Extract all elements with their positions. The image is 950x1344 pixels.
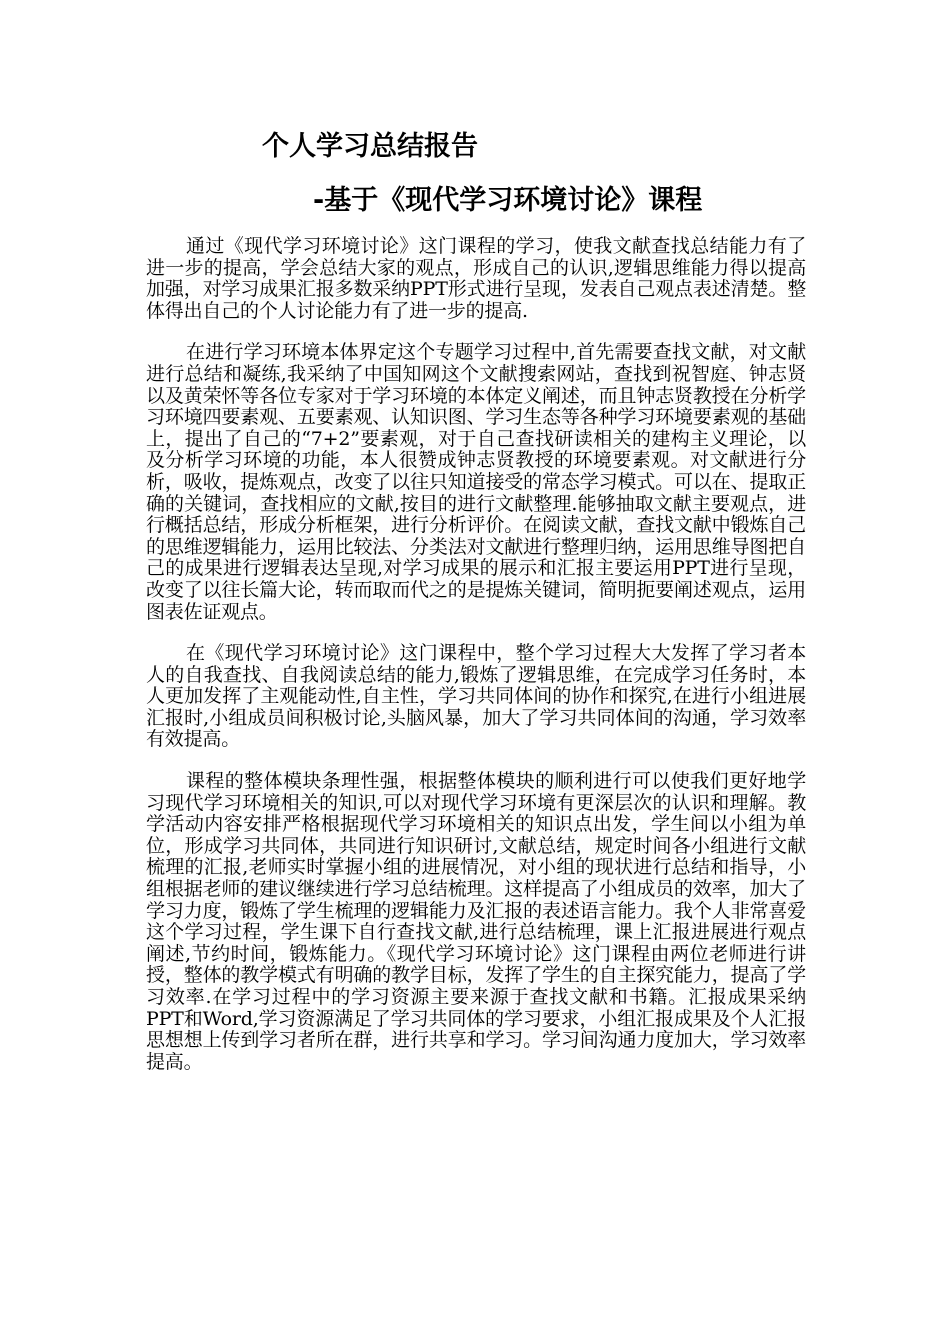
paragraph-course-evaluation: 课程的整体模块条理性强，根据整体模块的顺利进行可以使我们更好地学习现代学习环境相关的知识,可以对现代学习环境有更深层次的认识和理解。教学活动内容安排严格根据现代学习环境相关的知识点出发，学生间以小组为单位，形成学习共同体，共同进行知识研讨,文献总结，规定时间各小组进行文献梳理的汇报,老师实时掌握小组的进展情况，对小组的现状进行总结和指导，小组根据老师的建议继续进行学习总结梳理。这样提高了小组成员的效率，加大了学习力度，锻炼了学生梳理的逻辑能力及汇报的表述语言能力。我个人非常喜爱这个学习过程，学生课下自行查找文献,进行总结梳理，课上汇报进展进行观点阐述,节约时间，锻炼能力。《现代学习环境讨论》这门课程由两位老师进行讲授，整体的教学模式有明确的教学目标，发挥了学生的自主探究能力，提高了学习效率.在学习过程中的学习资源主要来源于查找文献和书籍。汇报成果采纳PPT和Word,学习资源满足了学习共同体的学习要求，小组汇报成果及个人汇报思想想上传到学习者所在群，进行共享和学习。学习间沟通力度加大，学习效率提高。 — [146, 770, 806, 1073]
document-body — [146, 236, 806, 1093]
document-title: 个人学习总结报告 — [262, 131, 478, 162]
paragraph-learning-process: 在《现代学习环境讨论》这门课程中，整个学习过程大大发挥了学习者本人的自我查找、自我阅读总结的能力,锻炼了逻辑思维，在完成学习任务时，本人更加发挥了主观能动性,自主性，学习共同体间的协作和探究,在进行小组进展汇报时,小组成员间积极讨论,头脑风暴，加大了学习共同体间的沟通，学习效率有效提高。 — [146, 642, 806, 751]
document-subtitle: -基于《现代学习环境讨论》课程 — [313, 185, 703, 216]
paragraph-literature-review: 在进行学习环境本体界定这个专题学习过程中,首先需要查找文献，对文献进行总结和凝练,我采纳了中国知网这个文献搜索网站，查找到祝智庭、钟志贤以及黄荣怀等各位专家对于学习环境的本体定义阐述，而且钟志贤教授在分析学习环境四要素观、五要素观、认知识图、学习生态等各种学习环境要素观的基础上，提出了自己的“7+2”要素观，对于自己查找研读相关的建构主义理论，以及分析学习环境的功能，本人很赞成钟志贤教授的环境要素观。对文献进行分析，吸收，提炼观点，改变了以往只知道接受的常态学习模式。可以在、提取正确的关键词，查找相应的文献,按目的进行文献整理.能够抽取文献主要观点，进行概括总结，形成分析框架，进行分析评价。在阅读文献，查找文献中锻炼自己的思维逻辑能力，运用比较法、分类法对文献进行整理归纳，运用思维导图把自己的成果进行逻辑表达呈现,对学习成果的展示和汇报主要运用PPT进行呈现，改变了以往长篇大论，转而取而代之的是提炼关键词，简明扼要阐述观点，运用图表佐证观点。 — [146, 341, 806, 623]
paragraph-intro: 通过《现代学习环境讨论》这门课程的学习，使我文献查找总结能力有了进一步的提高，学会总结大家的观点，形成自己的认识,逻辑思维能力得以提高加强，对学习成果汇报多数采纳PPT形式进行呈现，发表自己观点表述清楚。整体得出自己的个人讨论能力有了进一步的提高. — [146, 235, 806, 322]
